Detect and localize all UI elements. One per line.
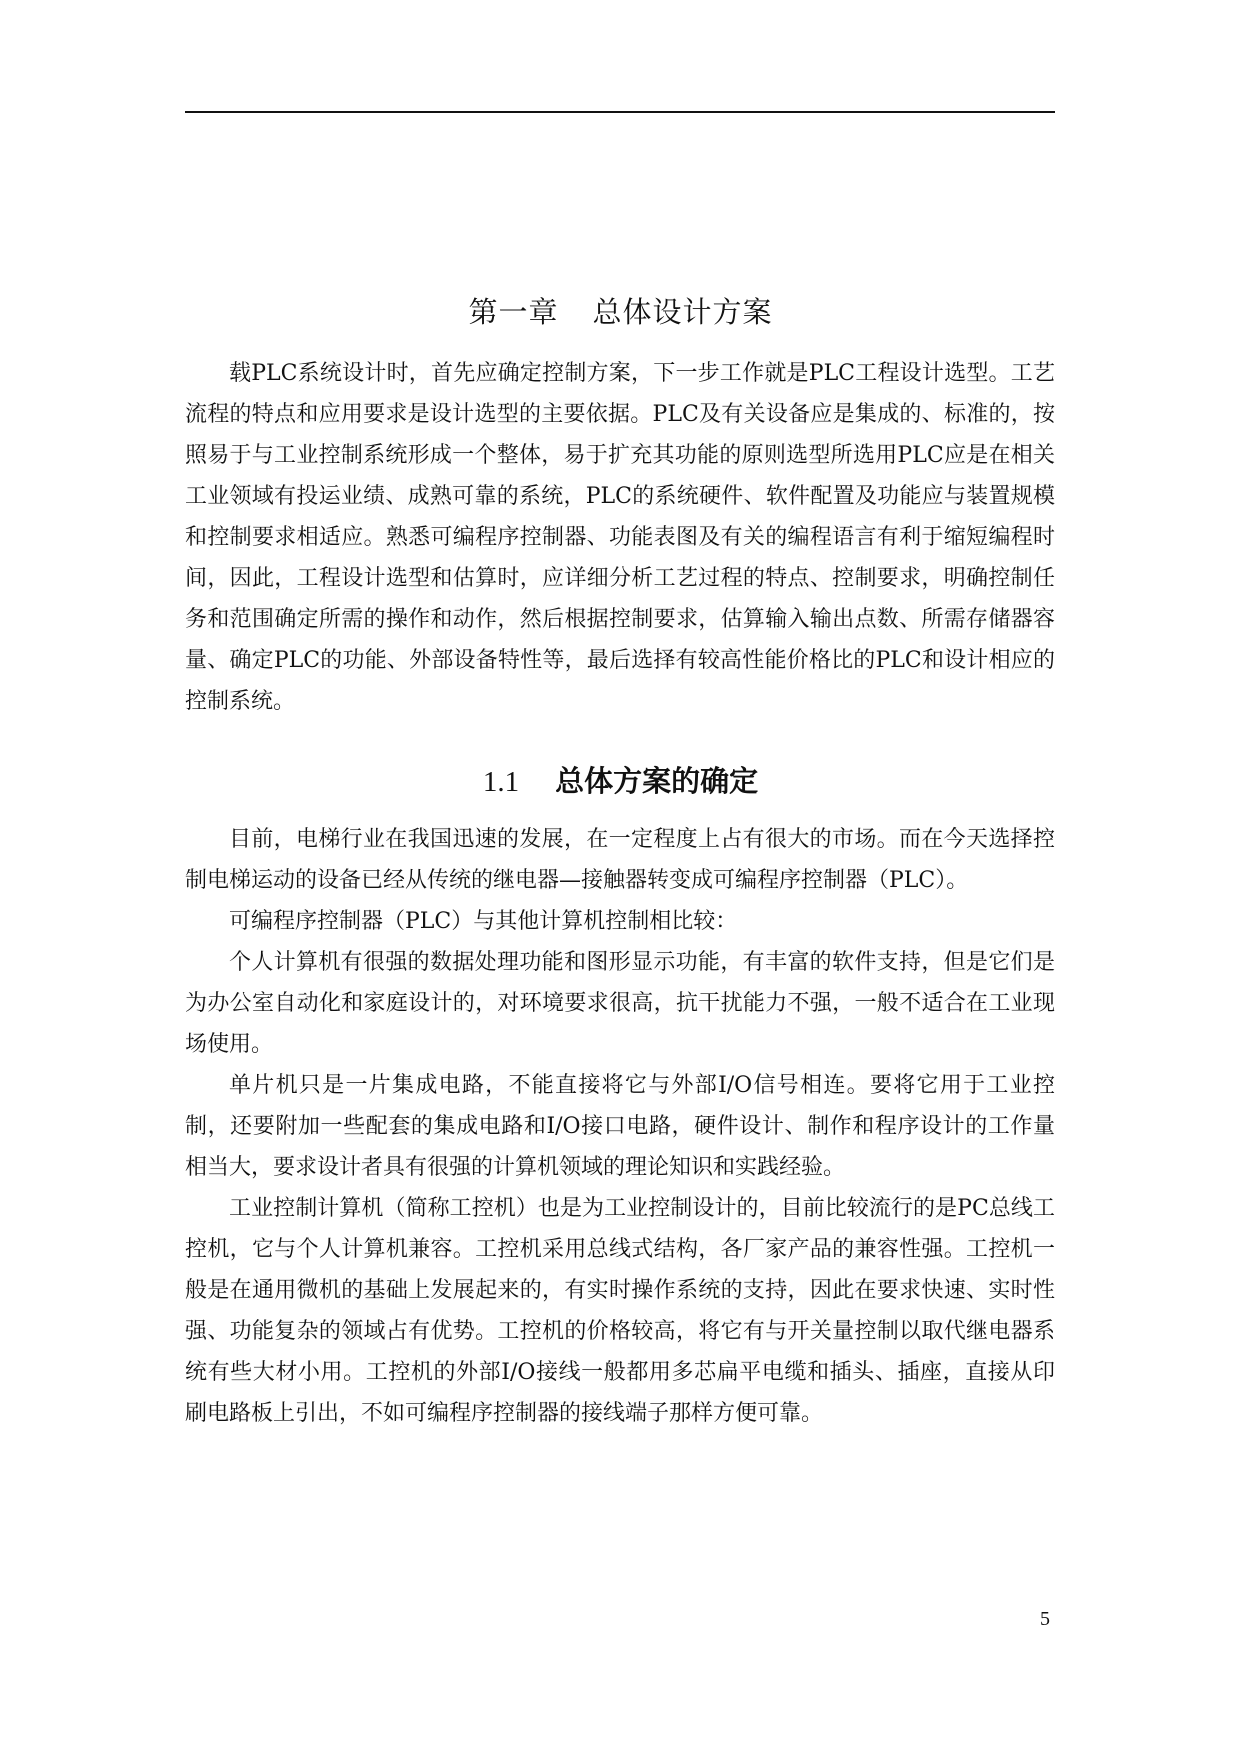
paragraph-single-chip: 单片机只是一片集成电路，不能直接将它与外部I/O信号相连。要将它用于工业控制，还要附加一些配套的集成电路和I/O接口电路，硬件设计、制作和程序设计的工作量相当大，要求设计者具有很强的计算机领域的理论知识和实践经验。 [185,1073,1055,1180]
section-number: 1.1 [482,766,520,798]
intro-paragraph: 载PLC系统设计时，首先应确定控制方案，下一步工作就是PLC工程设计选型。工艺流程的特点和应用要求是设计选型的主要依据。PLC及有关设备应是集成的、标准的，按照易于与工业控制系统形成一个整体，易于扩充其功能的原则选型所选用PLC应是在相关工业领域有投运业绩、成熟可靠的系统，PLC的系统硬件、软件配置及功能应与装置规模和控制要求相适应。熟悉可编程序控制器、功能表图及有关的编程语言有利于缩短编程时间，因此，工程设计选型和估算时，应详细分析工艺过程的特点、控制要求，明确控制任务和范围确定所需的操作和动作，然后根据控制要求，估算输入输出点数、所需存储器容量、确定PLC的功能、外部设备特性等，最后选择有较高性能价格比的PLC和设计相应的控制系统。 [185,361,1055,714]
paragraph-industrial-computer: 工业控制计算机（简称工控机）也是为工业控制设计的，目前比较流行的是PC总线工控机，它与个人计算机兼容。工控机采用总线式结构，各厂家产品的兼容性强。工控机一般是在通用微机的基础上发展起来的，有实时操作系统的支持，因此在要求快速、实时性强、功能复杂的领域占有优势。工控机的价格较高，将它有与开关量控制以取代继电器系统有些大材小用。工控机的外部I/O接线一般都用多芯扁平电缆和插头、插座，直接从印刷电路板上引出，不如可编程序控制器的接线端子那样方便可靠。 [185,1196,1055,1426]
chapter-title [0,292,1241,332]
chapter-name: 总体设计方案 [592,295,773,329]
intro-block [185,353,1055,722]
paragraph-comparison-intro: 可编程序控制器（PLC）与其他计算机控制相比较： [229,909,738,934]
section-name: 总体方案的确定 [555,764,759,798]
chapter-number: 第一章 [468,295,559,329]
paragraph-personal-computer: 个人计算机有很强的数据处理功能和图形显示功能，有丰富的软件支持，但是它们是为办公室自动化和家庭设计的，对环境要求很高，抗干扰能力不强，一般不适合在工业现场使用。 [185,950,1055,1057]
section-body [185,819,1055,1434]
header-rule [185,111,1055,113]
page-number: 5 [1040,1608,1050,1630]
paragraph-elevator-market: 目前，电梯行业在我国迅速的发展，在一定程度上占有很大的市场。而在今天选择控制电梯运动的设备已经从传统的继电器—接触器转变成可编程序控制器（PLC）。 [185,827,1055,893]
section-title [0,761,1241,802]
